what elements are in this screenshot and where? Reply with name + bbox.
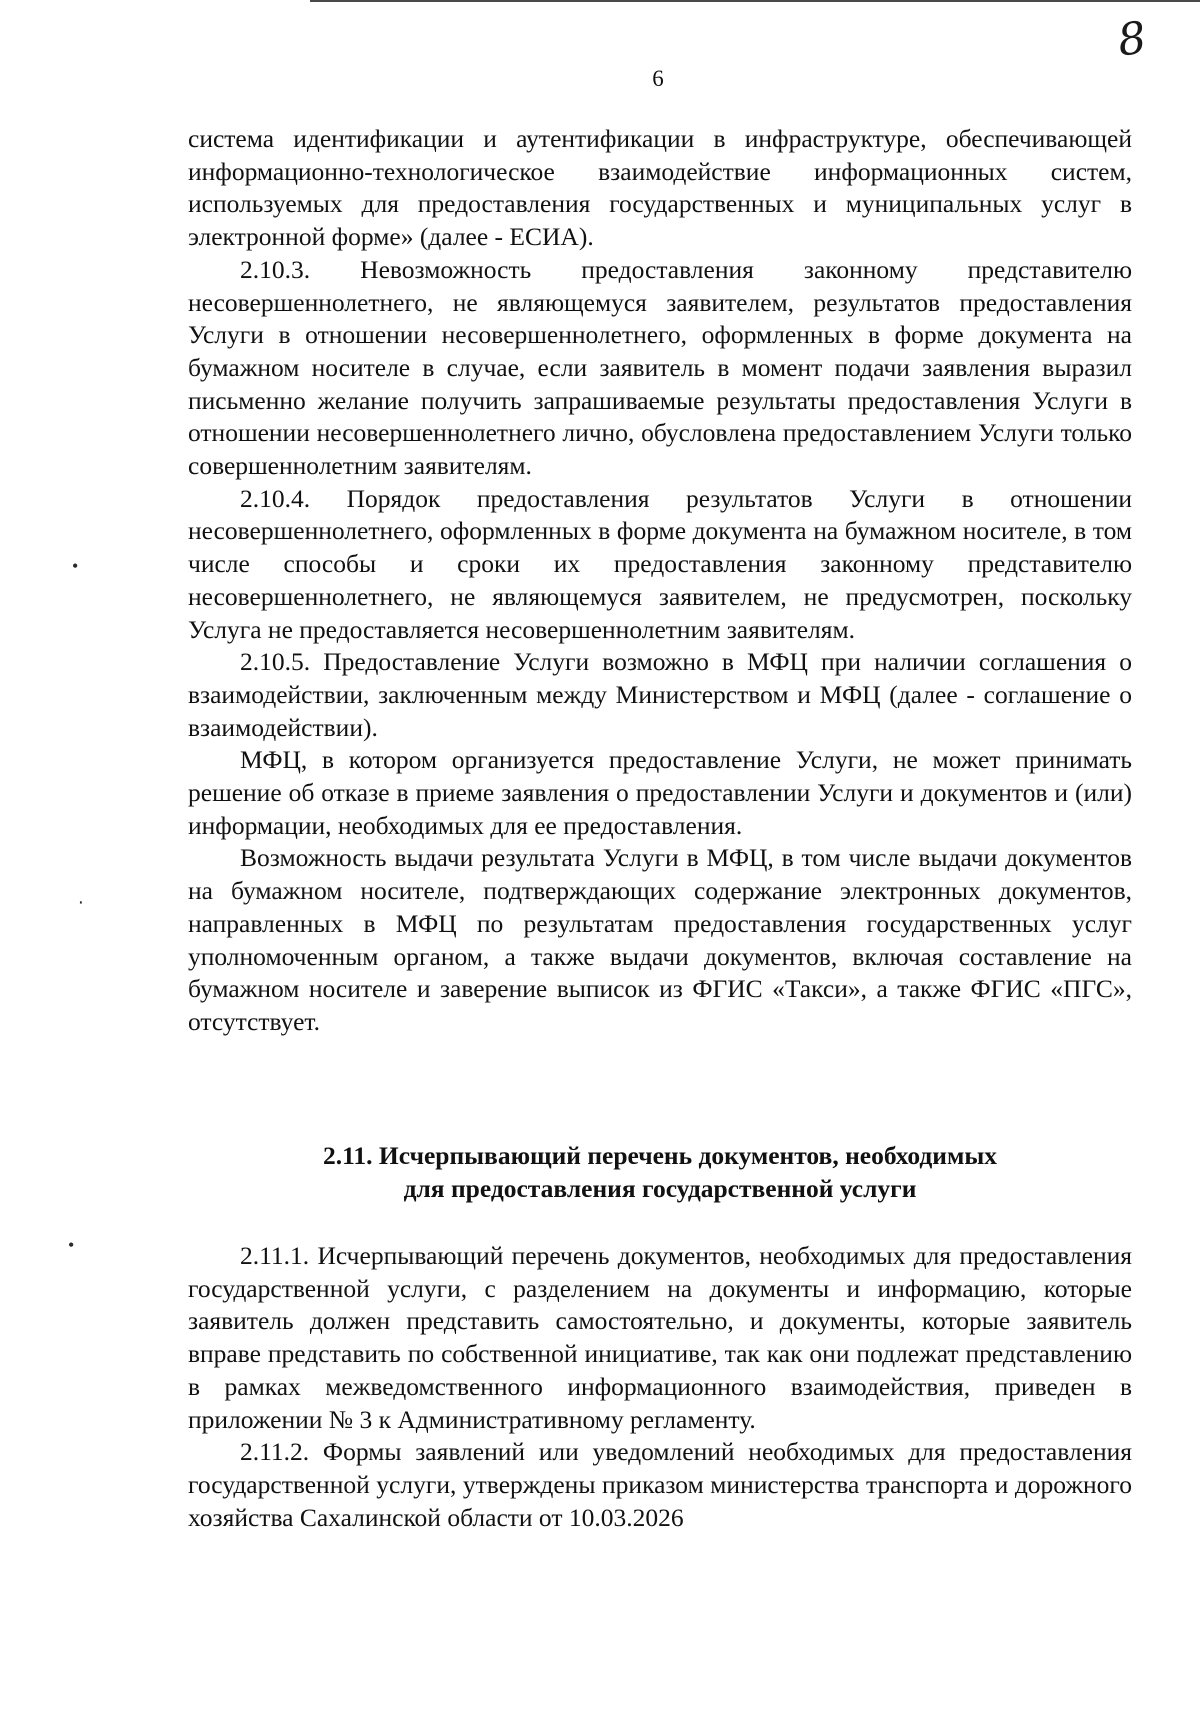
paragraph-2-11-1: 2.11.1. Исчерпывающий перечень документов, необходимых для предоставления государственной услуги, с разделением на документы и информацию, которые заявитель должен представить самостоятельно, и документы, которые заявитель вправе представить по собственной инициативе, так как они подлежат представлению в рамках межведомственного информационного взаимодействия, приведен в приложении № 3 к Административному регламенту. <box>188 1241 1132 1434</box>
section-heading-2-11 <box>188 1140 1132 1205</box>
paragraph-2-10-3: 2.10.3. Невозможность предоставления законному представителю несовершеннолетнего, не являющемуся заявителем, результатов предоставления Услуги в отношении несовершеннолетнего, оформленных в форме документа на бумажном носителе в случае, если заявитель в момент подачи заявления выразил письменно желание получить запрашиваемые результаты предоставления Услуги в отношении несовершеннолетнего лично, обусловлена предоставлением Услуги только совершеннолетним заявителям. <box>188 254 1132 481</box>
paragraph-mfc-issuance: Возможность выдачи результата Услуги в МФЦ, в том числе выдачи документов на бумажном носителе, подтверждающих содержание электронных документов, направленных в МФЦ по результатам предоставления государственных услуг уполномоченным органом, а также выдачи документов, включая составление на бумажном носителе и заверение выписок из ФГИС «Такси», а также ФГИС «ПГС», отсутствует. <box>188 843 1132 1036</box>
scan-speck-mark: ‧ <box>78 893 84 913</box>
document-body-top <box>188 123 1132 1039</box>
scan-speck-mark: • <box>68 1235 75 1255</box>
section-heading-line-2: для предоставления государственной услуги <box>403 1173 917 1203</box>
paragraph-2-10-5: 2.10.5. Предоставление Услуги возможно в МФЦ при наличии соглашения о взаимодействии, заключенным между Министерством и МФЦ (далее - соглашение о взаимодействии). <box>188 647 1132 742</box>
top-scan-rule <box>310 0 1200 2</box>
handwritten-sheet-number: 8 <box>1114 12 1150 67</box>
paragraph-mfc-refusal: МФЦ, в котором организуется предоставление Услуги, не может принимать решение об отказе в приеме заявления о предоставлении Услуги и документов и (или) информации, необходимых для ее предоставления. <box>188 745 1132 840</box>
document-body-bottom <box>188 1240 1132 1534</box>
paragraph-esia-continuation: система идентификации и аутентификации в инфраструктуре, обеспечивающей информационно-технологическое взаимодействие информационных систем, используемых для предоставления государственных и муниципальных услуг в электронной форме» (далее - ЕСИА). <box>188 124 1132 252</box>
paragraph-2-11-2: 2.11.2. Формы заявлений или уведомлений необходимых для предоставления государственной услуги, утверждены приказом министерства транспорта и дорожного хозяйства Сахалинской области от 10.03.2026 <box>188 1437 1132 1532</box>
scan-speck-mark: • <box>72 556 79 576</box>
page-number: 6 <box>652 66 664 91</box>
paragraph-2-10-4: 2.10.4. Порядок предоставления результатов Услуги в отношении несовершеннолетнего, оформленных в форме документа на бумажном носителе, в том числе способы и сроки их предоставления законному представителю несовершеннолетнего, не являющемуся заявителем, не предусмотрен, поскольку Услуга не предоставляется несовершеннолетним заявителям. <box>188 483 1132 644</box>
section-heading-line-1: 2.11. Исчерпывающий перечень документов, необходимых <box>322 1141 998 1170</box>
